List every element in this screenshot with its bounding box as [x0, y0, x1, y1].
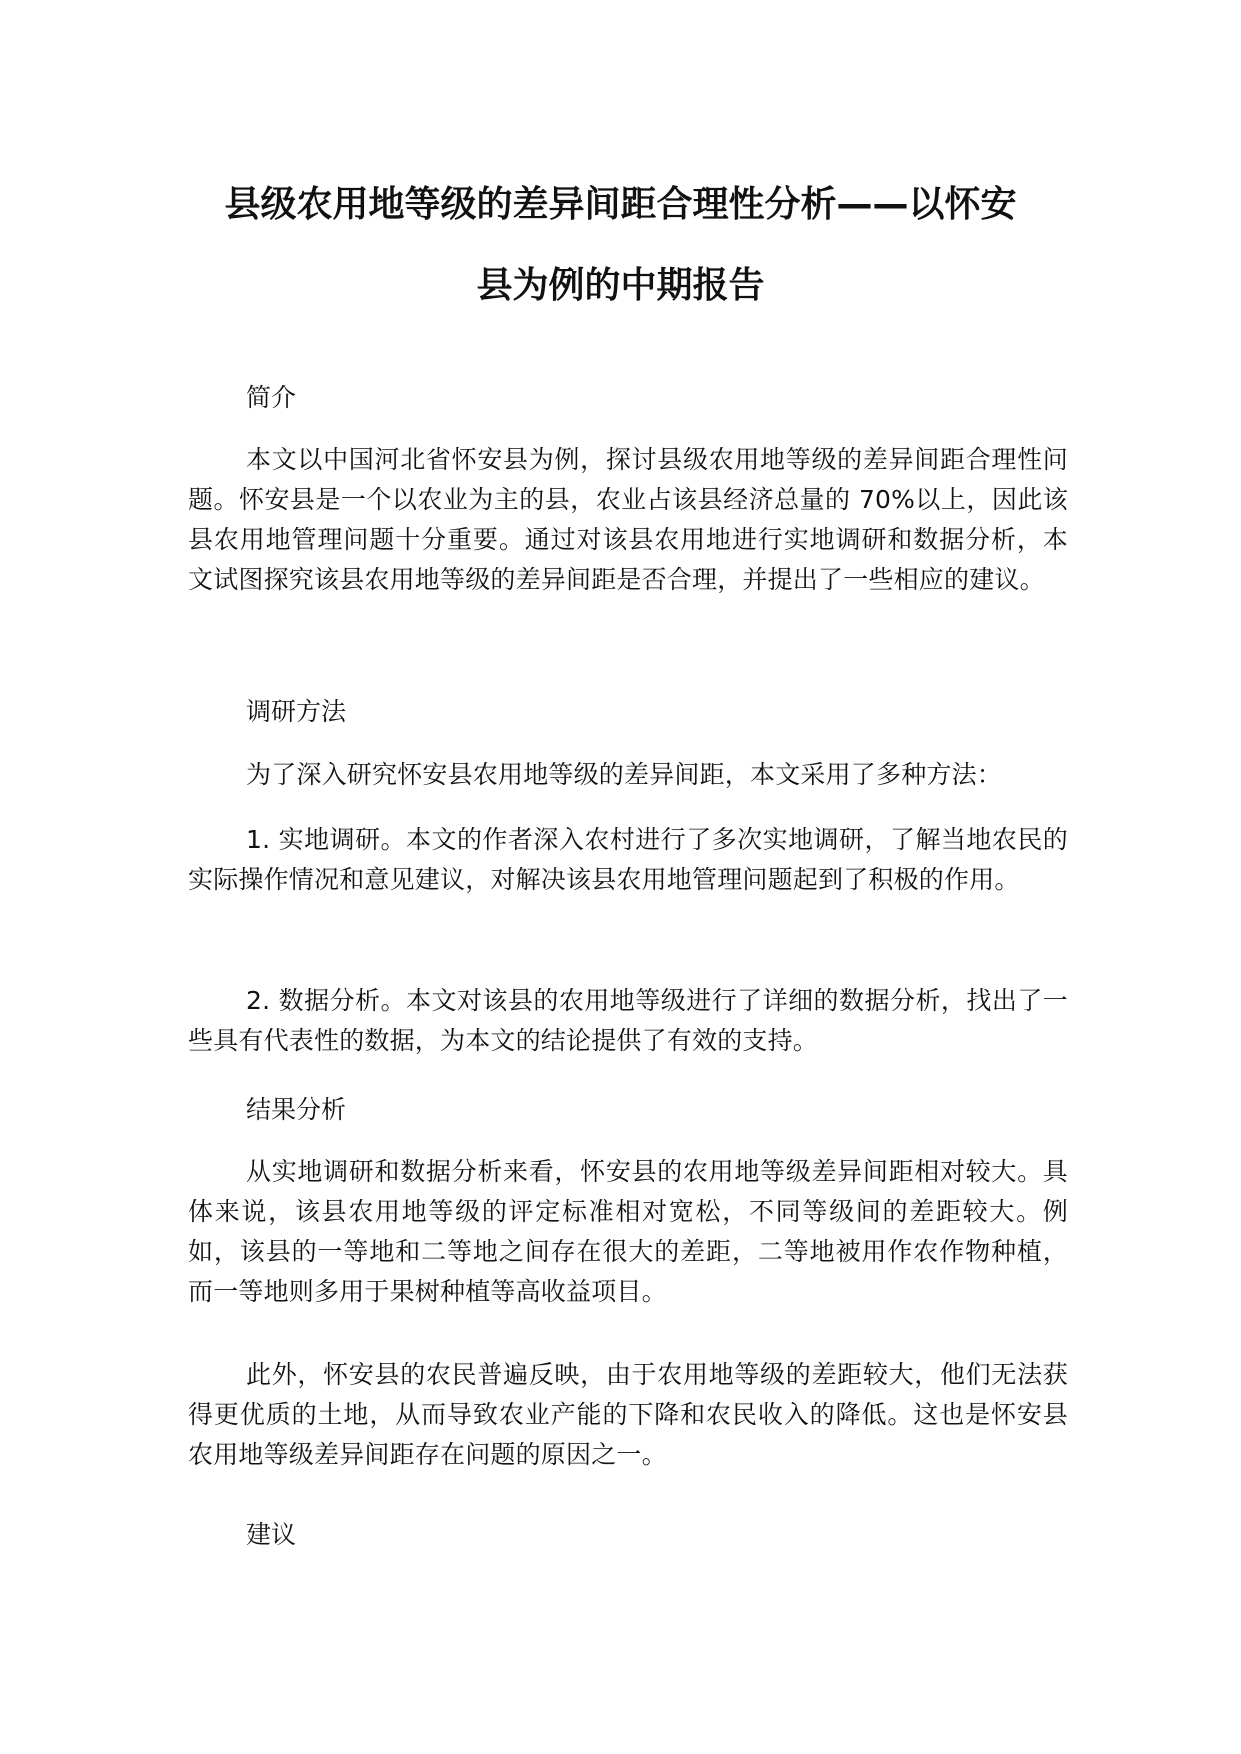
paragraph-method-fieldwork: 1. 实地调研。本文的作者深入农村进行了多次实地调研，了解当地农民的实际操作情况和意见建议，对解决该县农用地管理问题起到了积极的作用。 — [188, 825, 1068, 894]
paragraph-results-2: 此外，怀安县的农民普遍反映，由于农用地等级的差距较大，他们无法获得更优质的土地，从而导致农业产能的下降和农民收入的降低。这也是怀安县农用地等级差异间距存在问题的原因之一。 — [188, 1360, 1068, 1469]
document-title-line-2: 县为例的中期报告 — [476, 265, 765, 306]
paragraph-intro: 本文以中国河北省怀安县为例，探讨县级农用地等级的差异间距合理性问题。怀安县是一个以农业为主的县，农业占该县经济总量的 70%以上，因此该县农用地管理问题十分重要。通过对该县农用地进行实地调研和数据分析，本文试图探究该县农用地等级的差异间距是否合理，并提出了一些相应的建议。 — [188, 445, 1068, 594]
paragraph-results-1: 从实地调研和数据分析来看，怀安县的农用地等级差异间距相对较大。具体来说，该县农用地等级的评定标准相对宽松，不同等级间的差距较大。例如，该县的一等地和二等地之间存在很大的差距，二等地被用作农作物种植，而一等地则多用于果树种植等高收益项目。 — [188, 1157, 1068, 1306]
section-heading-intro: 简介 — [246, 383, 297, 412]
section-heading-results: 结果分析 — [246, 1095, 347, 1124]
paragraph-method-intro: 为了深入研究怀安县农用地等级的差异间距，本文采用了多种方法： — [246, 760, 1003, 789]
section-heading-suggestions: 建议 — [246, 1520, 297, 1549]
document-title-line-1: 县级农用地等级的差异间距合理性分析——以怀安 — [224, 184, 1017, 225]
section-heading-method: 调研方法 — [246, 697, 347, 726]
paragraph-method-data: 2. 数据分析。本文对该县的农用地等级进行了详细的数据分析，找出了一些具有代表性的数据，为本文的结论提供了有效的支持。 — [188, 986, 1068, 1055]
